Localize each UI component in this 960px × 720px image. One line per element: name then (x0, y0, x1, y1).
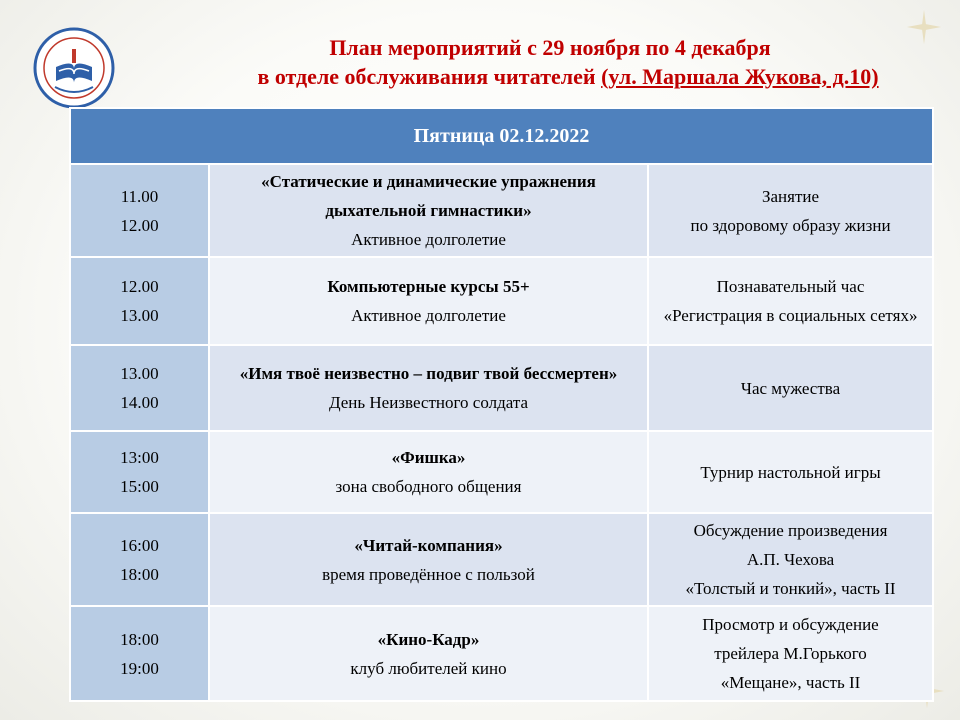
time-start: 13.00 (120, 364, 159, 383)
time-cell (70, 513, 209, 606)
activity-line: по здоровому образу жизни (690, 215, 891, 235)
event-subtitle: клуб любителей кино (350, 658, 507, 678)
time-end: 12.00 (120, 215, 159, 235)
library-logo (33, 27, 115, 109)
event-title: «Читай-компания» (354, 535, 503, 555)
activity-line: «Регистрация в социальных сетях» (663, 306, 918, 325)
activity-cell (648, 431, 933, 513)
activity-line: Час мужества (740, 378, 841, 398)
page-title (150, 33, 950, 91)
time-end: 18:00 (120, 564, 159, 584)
activity-line: трейлера М.Горького (714, 644, 867, 663)
time-end: 15:00 (120, 477, 159, 496)
event-title: «Кино-Кадр» (377, 629, 480, 649)
schedule-rows (70, 164, 933, 701)
event-title: «Статические и динамические упражнения дыхательной гимнастики» (261, 172, 596, 220)
schedule-row (70, 431, 933, 513)
event-title: «Имя твоё неизвестно – подвиг твой бессмертен» (239, 364, 618, 383)
event-cell (209, 431, 648, 513)
time-start: 11.00 (120, 186, 159, 206)
activity-line: «Толстый и тонкий», часть II (685, 579, 896, 598)
event-subtitle: День Неизвестного солдата (328, 393, 529, 412)
schedule-table (69, 107, 934, 702)
event-subtitle: время проведённое с пользой (322, 564, 535, 584)
event-cell (209, 513, 648, 606)
schedule-row (70, 257, 933, 345)
event-subtitle: Активное долголетие (351, 306, 506, 325)
time-end: 13.00 (120, 306, 159, 325)
activity-line: А.П. Чехова (746, 550, 835, 569)
activity-cell (648, 513, 933, 606)
activity-line: Просмотр и обсуждение (702, 615, 879, 634)
day-header: Пятница 02.12.2022 (70, 108, 933, 164)
time-cell (70, 164, 209, 257)
event-cell (209, 257, 648, 345)
activity-cell (648, 606, 933, 701)
activity-line: Занятие (761, 186, 820, 206)
title-line-2-prefix: в отделе обслуживания читателей (257, 64, 602, 89)
schedule-header-row (70, 108, 933, 164)
event-subtitle: зона свободного общения (335, 477, 522, 496)
time-end: 19:00 (120, 658, 159, 678)
time-start: 13:00 (120, 448, 159, 467)
schedule-row (70, 345, 933, 431)
time-end: 14.00 (120, 393, 159, 412)
schedule-row (70, 164, 933, 257)
event-cell (209, 345, 648, 431)
title-line-2 (150, 62, 950, 91)
time-cell (70, 345, 209, 431)
time-cell (70, 257, 209, 345)
event-subtitle: Активное долголетие (351, 230, 506, 249)
title-address: (ул. Маршала Жукова, д.10) (601, 64, 879, 89)
event-title: Компьютерные курсы 55+ (327, 277, 530, 296)
activity-cell (648, 164, 933, 257)
time-cell (70, 431, 209, 513)
time-cell (70, 606, 209, 701)
activity-line: Турнир настольной игры (700, 462, 881, 482)
title-line-1: План мероприятий с 29 ноября по 4 декабря (329, 35, 771, 60)
activity-cell (648, 345, 933, 431)
event-cell (209, 164, 648, 257)
activity-line: Познавательный час (716, 277, 865, 296)
event-cell (209, 606, 648, 701)
activity-line: «Мещане», часть II (720, 673, 861, 692)
activity-cell (648, 257, 933, 345)
event-title: «Фишка» (391, 448, 466, 467)
activity-line: Обсуждение произведения (693, 521, 888, 540)
time-start: 12.00 (120, 277, 159, 296)
time-start: 18:00 (120, 629, 159, 649)
schedule-row (70, 513, 933, 606)
schedule-row (70, 606, 933, 701)
time-start: 16:00 (120, 535, 159, 555)
